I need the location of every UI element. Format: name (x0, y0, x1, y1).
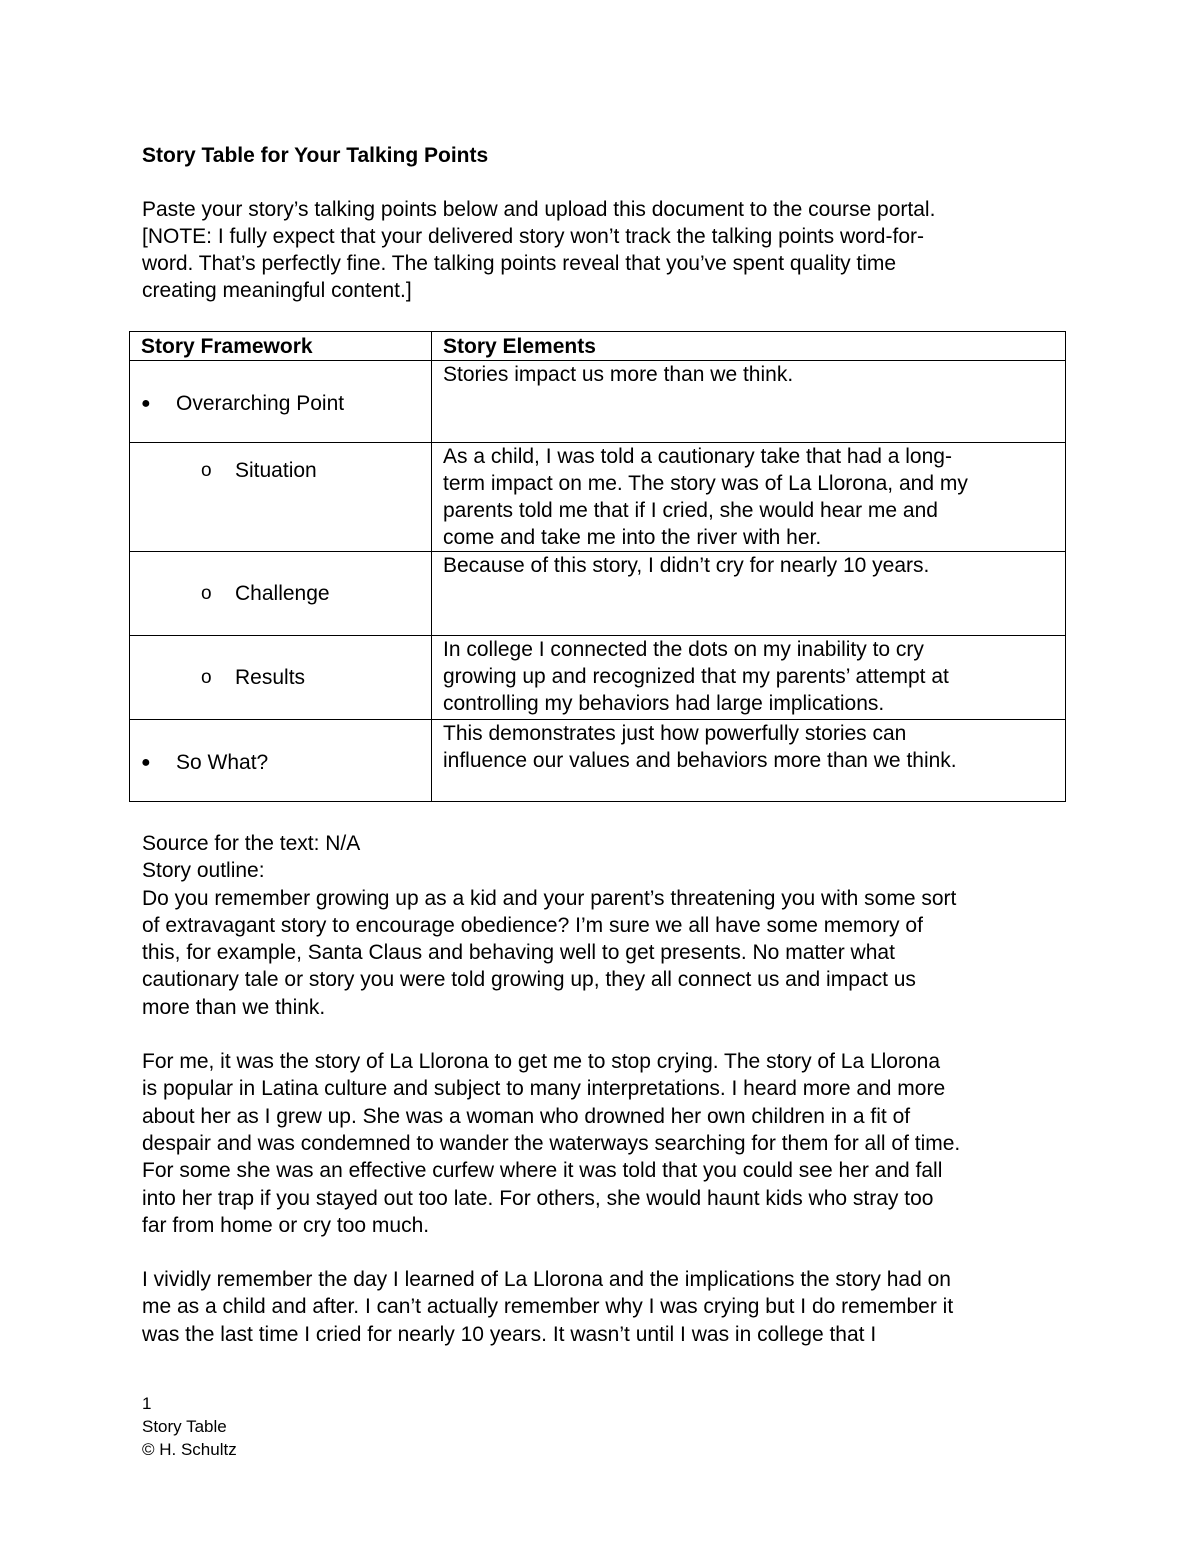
intro-line: [NOTE: I fully expect that your delivered story won’t track the talking points word-for- (142, 225, 924, 248)
element-line: This demonstrates just how powerfully stories can (443, 722, 907, 745)
footer-doc-name: Story Table (142, 1417, 227, 1436)
table-row (130, 720, 1066, 802)
paragraph-line: this, for example, Santa Claus and behaving well to get presents. No matter what (142, 941, 895, 965)
sub-bullet-icon: o (201, 667, 212, 688)
bullet-icon: ● (141, 395, 151, 412)
paragraph (142, 1266, 1072, 1348)
story-table (129, 331, 1066, 802)
table-row (130, 552, 1066, 636)
elements-cell (432, 720, 1066, 802)
paragraph-line: For me, it was the story of La Llorona to get me to stop crying. The story of La Llorona (142, 1050, 941, 1074)
header-story-framework: Story Framework (130, 332, 432, 361)
table-row (130, 636, 1066, 720)
page-footer (142, 1392, 237, 1461)
element-line: controlling my behaviors had large implications. (443, 692, 885, 715)
paragraph-line: me as a child and after. I can’t actually remember why I was crying but I do remember it (142, 1295, 954, 1319)
table-header-row (130, 332, 1066, 361)
element-line: term impact on me. The story was of La Llorona, and my (443, 472, 968, 495)
document-title: Story Table for Your Talking Points (142, 144, 489, 167)
paragraph-line: into her trap if you stayed out too late. For others, she would haunt kids who stray too (142, 1186, 934, 1210)
intro-line: Paste your story’s talking points below and upload this document to the course portal. (142, 198, 936, 221)
intro-line: word. That’s perfectly fine. The talking points reveal that you’ve spent quality time (142, 252, 897, 275)
element-line: come and take me into the river with her. (443, 526, 822, 549)
framework-label: Challenge (235, 582, 330, 605)
outline-label: Story outline: (142, 859, 265, 883)
elements-cell (432, 443, 1066, 552)
elements-cell (432, 361, 1066, 443)
element-line: As a child, I was told a cautionary take that had a long- (443, 445, 952, 468)
element-line: parents told me that if I cried, she would hear me and (443, 499, 938, 522)
bullet-icon: ● (141, 754, 151, 771)
paragraph-line: despair and was condemned to wander the waterways searching for them for all of time. (142, 1131, 961, 1155)
table-row (130, 443, 1066, 552)
framework-cell (130, 552, 432, 636)
paragraph-line: cautionary tale or story you were told growing up, they all connect us and impact us (142, 968, 916, 992)
paragraph-line: about her as I grew up. She was a woman who drowned her own children in a fit of (142, 1104, 911, 1128)
paragraph-line: Do you remember growing up as a kid and your parent’s threatening you with some sort (142, 886, 957, 910)
paragraph-line: more than we think. (142, 995, 326, 1019)
framework-cell (130, 443, 432, 552)
story-body (142, 830, 1072, 1348)
paragraph-line: For some she was an effective curfew where it was told that you could see her and fall (142, 1159, 943, 1183)
framework-label: Situation (235, 459, 317, 482)
element-line: influence our values and behaviors more than we think. (443, 749, 957, 772)
element-line: Because of this story, I didn’t cry for nearly 10 years. (443, 554, 930, 577)
footer-copyright: © H. Schultz (142, 1440, 237, 1459)
paragraph-line: far from home or cry too much. (142, 1213, 430, 1237)
paragraph-line: I vividly remember the day I learned of La Llorona and the implications the story had on (142, 1268, 951, 1292)
element-line: In college I connected the dots on my inability to cry (443, 638, 924, 661)
elements-cell (432, 552, 1066, 636)
elements-cell (432, 636, 1066, 720)
paragraph (142, 1048, 1072, 1239)
sub-bullet-icon: o (201, 583, 212, 604)
framework-label: Results (235, 666, 306, 689)
paragraph-line: was the last time I cried for nearly 10 years. It wasn’t until I was in college that I (142, 1322, 877, 1346)
framework-cell (130, 361, 432, 443)
table-row (130, 361, 1066, 443)
page-number: 1 (142, 1394, 152, 1413)
intro-paragraph (142, 196, 1072, 304)
paragraph-line: of extravagant story to encourage obedience? I’m sure we all have some memory of (142, 913, 923, 937)
framework-cell (130, 720, 432, 802)
framework-label: Overarching Point (176, 392, 345, 415)
header-story-elements: Story Elements (432, 332, 1066, 361)
element-line: growing up and recognized that my parents’ attempt at (443, 665, 949, 688)
framework-label: So What? (176, 751, 269, 774)
paragraph (142, 885, 1072, 1021)
intro-line: creating meaningful content.] (142, 279, 412, 302)
element-line: Stories impact us more than we think. (443, 363, 794, 386)
sub-bullet-icon: o (201, 460, 212, 481)
paragraph-line: is popular in Latina culture and subject to many interpretations. I heard more and more (142, 1077, 946, 1101)
source-line: Source for the text: N/A (142, 832, 361, 855)
framework-cell (130, 636, 432, 720)
